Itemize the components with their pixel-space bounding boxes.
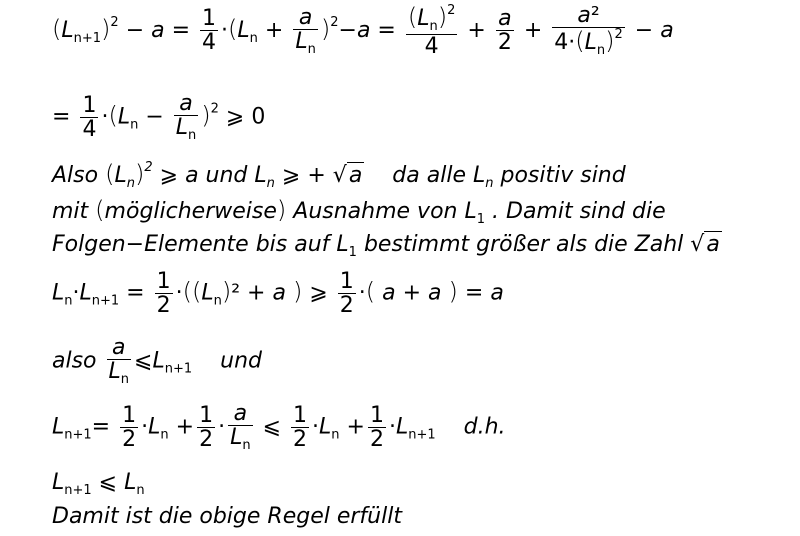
word-und-2: und: [220, 348, 262, 374]
sqrt-a: √a: [332, 163, 363, 188]
fraction-a-over-2: $\frac{a}{2}$: [497, 6, 512, 56]
fraction-one-half-3: $\frac{1}{2}$: [122, 402, 137, 452]
fraction-a-over-ln-4: $\frac{a}{L_n}$: [230, 401, 251, 454]
fraction-a-over-ln: $\frac{a}{L_n}$: [295, 4, 316, 57]
fraction-one-half-4: $\frac{1}{2}$: [199, 402, 214, 452]
fraction-a-over-ln-3: $\frac{a}{L_n}$: [108, 335, 130, 388]
word-und: und: [205, 163, 248, 188]
word-positiv-sind: positiv sind: [500, 163, 626, 188]
fraction-a-over-ln-2: $\frac{a}{L_n}$: [175, 91, 197, 144]
equation-line-2: = $\frac{1}{4}$ $\cdot(L_n$ − $\frac{a}{L_n}$ )$^2$ ⩾ 0: [52, 91, 266, 144]
text-line-4: mit (möglicherweise) Ausnahme von $L_1$ . Damit sind die: [52, 196, 666, 227]
word-damit-sind-die: . Damit sind die: [492, 199, 666, 224]
word-moeglicherweise: möglicherweise: [104, 199, 277, 224]
word-dh: d.h.: [463, 414, 506, 440]
text-line-3: Also $(L_n)^2$ ⩾ a und $L_n$ ⩾ + √a da alle $L_n$ positiv sind: [52, 160, 626, 191]
equation-line-1: $(L_{n+1})^2 - a$ = $\frac{1}{4}$ $\cdot(L_n$ + $\frac{a}{L_n}$ )$^2$−a = $\frac{(L_n)^2}{4}$ + $\frac{a}{2}$ + $\frac{\text{a²}}{4\cdot(L_n)^2}$ − a: [52, 3, 674, 59]
word-bestimmt: bestimmt größer als die Zahl: [363, 232, 684, 257]
word-mit: mit: [52, 199, 89, 224]
equation-line-6: $L_n\cdot L_{n+1}$ = $\frac{1}{2}$ $\cdot((L_n)^2 + a$ ) ⩾ $\frac{1}{2}$ ·( a + a ) = a: [52, 269, 504, 319]
fraction-one-half-2: $\frac{1}{2}$: [339, 269, 354, 319]
fraction-a2-over-4ln2: $\frac{\text{a²}}{4\cdot(L_n)^2}$: [554, 3, 623, 59]
word-ausnahme-von: Ausnahme von: [293, 199, 458, 224]
text-line-5: Folgen−Elemente bis auf $L_1$ bestimmt größer als die Zahl √a: [52, 232, 720, 260]
text-line-7: also $\frac{a}{L_n}$ $⩽L_{n+1}$ und: [52, 335, 262, 388]
final-statement: Damit ist die obige Regel erfüllt: [52, 504, 402, 529]
sqrt-a-2: √a: [690, 232, 720, 257]
text-line-10: [52, 504, 402, 529]
fraction-one-quarter: $\frac{1}{4}$: [202, 6, 217, 56]
fraction-one-half-5: $\frac{1}{2}$: [293, 402, 307, 452]
fraction-one-half: $\frac{1}{2}$: [156, 269, 171, 319]
fraction-one-quarter-2: $\frac{1}{4}$: [82, 92, 97, 142]
word-also: Also: [52, 163, 99, 188]
equation-line-9: $L_{n+1}$ ⩽ $L_n$: [52, 470, 145, 498]
word-da-alle: da alle: [392, 163, 466, 188]
fraction-one-half-6: $\frac{1}{2}$: [369, 402, 384, 452]
fraction-ln-squared-over-4: $\frac{(L_n)^2}{4}$: [407, 3, 456, 59]
equation-line-8: $L_{n+1}=$ $\frac{1}{2}$ $\cdot L_n$ + $\frac{1}{2}$ · $\frac{a}{L_n}$ ⩽ $\frac{1}{2}$ $\cdot L_n$ + $\frac{1}{2}$ $\cdot L_{n+1}$ d.h.: [52, 401, 506, 454]
word-also-low: also: [52, 348, 97, 374]
word-folgen-elemente: Folgen−Elemente bis auf: [52, 232, 330, 257]
